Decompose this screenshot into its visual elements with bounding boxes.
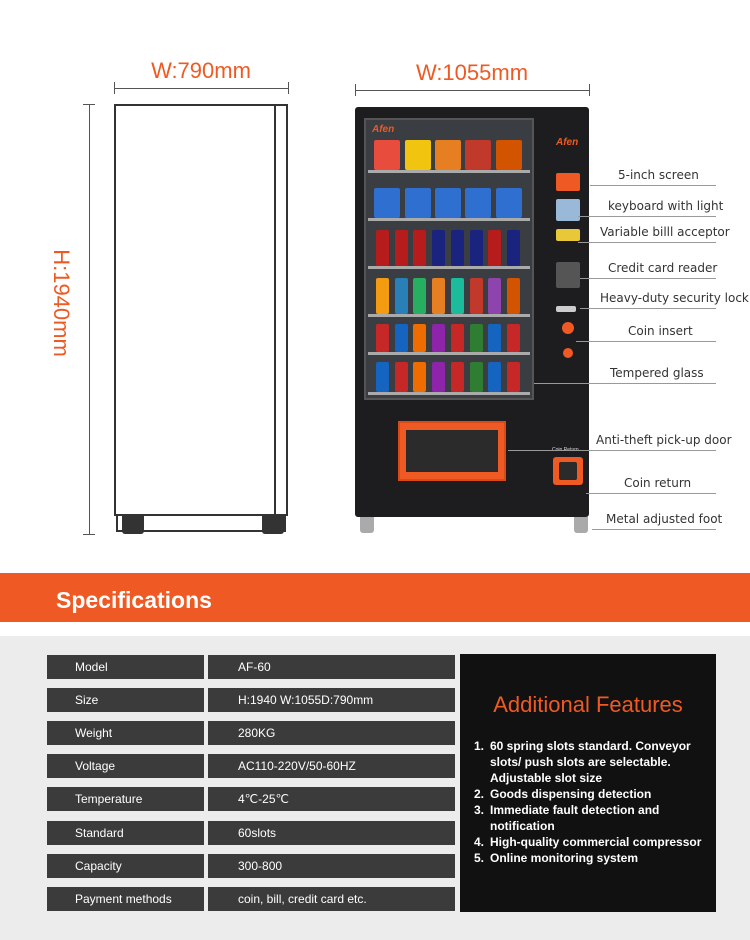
shelf — [368, 218, 530, 221]
product-item — [432, 230, 445, 266]
product-item — [395, 278, 408, 314]
callout-label: Coin insert — [628, 324, 693, 338]
spec-row — [47, 688, 455, 712]
feature-item — [474, 738, 714, 786]
spec-value: H:1940 W:1055D:790mm — [208, 688, 455, 712]
feature-text: Online monitoring system — [490, 851, 639, 865]
callout-line — [592, 529, 716, 530]
feature-text: Immediate fault detection and notification — [490, 803, 660, 833]
feature-text: 60 spring slots standard. Conveyor slots/ push slots are selectable. Adjustable slot size — [490, 739, 691, 785]
feature-text: Goods dispensing detection — [490, 787, 652, 801]
product-item — [405, 188, 431, 218]
product-item — [470, 324, 483, 352]
spec-value: 60slots — [208, 821, 455, 845]
product-item — [470, 362, 483, 392]
spec-value: 280KG — [208, 721, 455, 745]
card-reader-icon — [556, 262, 580, 288]
callout-line — [580, 308, 716, 309]
product-item — [507, 278, 520, 314]
product-item — [432, 324, 445, 352]
spec-row — [47, 854, 455, 878]
shelf — [368, 170, 530, 173]
product-item — [376, 362, 389, 392]
product-item — [488, 278, 501, 314]
callout-label: Metal adjusted foot — [606, 512, 723, 526]
feature-text: High-quality commercial compressor — [490, 835, 702, 849]
callout-label: Coin return — [624, 476, 692, 490]
keypad-icon — [556, 199, 580, 221]
spec-value: coin, bill, credit card etc. — [208, 887, 455, 911]
product-item — [435, 140, 461, 170]
product-item — [488, 362, 501, 392]
shelf — [368, 392, 530, 395]
feature-number: 3. — [474, 803, 485, 817]
spec-key: Weight — [47, 721, 204, 745]
spec-row — [47, 787, 455, 811]
screen-icon — [556, 173, 580, 191]
product-item — [451, 362, 464, 392]
spec-key: Model — [47, 655, 204, 679]
product-item — [496, 188, 522, 218]
spec-value: 300-800 — [208, 854, 455, 878]
features-list — [474, 738, 714, 866]
product-item — [507, 230, 520, 266]
dim-tick — [83, 104, 95, 105]
dim-tick — [83, 534, 95, 535]
height-line — [89, 104, 90, 534]
callout-label: keyboard with light — [608, 199, 724, 213]
coin-return-slot — [559, 462, 577, 480]
change-button-icon — [563, 348, 573, 358]
callout-line — [580, 278, 716, 279]
callout-label: Tempered glass — [610, 366, 704, 380]
spec-row — [47, 655, 455, 679]
spec-value: 4℃-25℃ — [208, 787, 455, 811]
spec-row — [47, 821, 455, 845]
product-item — [413, 230, 426, 266]
product-item — [451, 278, 464, 314]
product-item — [395, 230, 408, 266]
dim-tick — [589, 84, 590, 96]
product-item — [470, 230, 483, 266]
spec-key: Voltage — [47, 754, 204, 778]
brand-logo-panel: Afen — [556, 137, 579, 148]
feature-item — [474, 802, 714, 834]
product-item — [413, 278, 426, 314]
machine-foot — [360, 517, 374, 533]
side-foot — [262, 516, 284, 534]
callout-line — [534, 383, 716, 384]
front-width-label: W:1055mm — [415, 60, 529, 85]
callout-label: Variable billl acceptor — [600, 225, 730, 239]
product-item — [413, 324, 426, 352]
spec-row — [47, 887, 455, 911]
spec-value: AC110-220V/50-60HZ — [208, 754, 455, 778]
callout-line — [586, 493, 716, 494]
product-item — [376, 230, 389, 266]
spec-key: Temperature — [47, 787, 204, 811]
specifications-title: Specifications — [56, 587, 212, 613]
feature-item — [474, 786, 714, 802]
feature-number: 1. — [474, 739, 485, 753]
product-item — [374, 140, 400, 170]
product-item — [496, 140, 522, 170]
product-item — [376, 324, 389, 352]
product-item — [488, 324, 501, 352]
feature-item — [474, 850, 714, 866]
product-item — [507, 362, 520, 392]
callout-line — [508, 450, 716, 451]
product-item — [451, 324, 464, 352]
product-item — [507, 324, 520, 352]
spec-key: Capacity — [47, 854, 204, 878]
shelf — [368, 314, 530, 317]
machine-foot — [574, 517, 588, 533]
product-item — [465, 140, 491, 170]
height-label: H:1940mm — [49, 249, 74, 357]
product-item — [374, 188, 400, 218]
side-foot — [122, 516, 144, 534]
product-item — [395, 362, 408, 392]
specifications-banner — [0, 573, 750, 622]
spec-row — [47, 754, 455, 778]
product-item — [435, 188, 461, 218]
bill-acceptor-icon — [556, 229, 580, 241]
shelf — [368, 352, 530, 355]
product-item — [405, 140, 431, 170]
spec-key: Payment methods — [47, 887, 204, 911]
spec-key: Size — [47, 688, 204, 712]
product-item — [432, 278, 445, 314]
product-item — [376, 278, 389, 314]
additional-features-box — [460, 654, 716, 912]
product-item — [413, 362, 426, 392]
callout-line — [578, 216, 716, 217]
callout-label: Credit card reader — [608, 261, 718, 275]
side-view-outline — [114, 104, 288, 516]
callout-label: 5-inch screen — [618, 168, 699, 182]
product-item — [488, 230, 501, 266]
product-item — [395, 324, 408, 352]
shelf — [368, 266, 530, 269]
spec-row — [47, 721, 455, 745]
product-item — [451, 230, 464, 266]
coin-insert-icon — [562, 322, 574, 334]
callout-line — [590, 185, 716, 186]
product-item — [465, 188, 491, 218]
feature-number: 2. — [474, 787, 485, 801]
feature-number: 5. — [474, 851, 485, 865]
callout-line — [578, 242, 716, 243]
front-width-line — [355, 90, 589, 91]
spec-value: AF-60 — [208, 655, 455, 679]
dim-tick — [355, 84, 356, 96]
callout-label: Anti-theft pick-up door — [596, 433, 732, 447]
side-width-line — [114, 88, 288, 89]
lock-icon — [556, 306, 576, 312]
dim-tick — [114, 82, 115, 94]
features-title: Additional Features — [493, 692, 683, 717]
brand-logo: Afen — [372, 124, 395, 135]
dim-tick — [288, 82, 289, 94]
feature-item — [474, 834, 714, 850]
callout-label: Heavy-duty security lock — [600, 291, 749, 305]
feature-number: 4. — [474, 835, 485, 849]
pickup-door-opening — [406, 430, 498, 472]
spec-key: Standard — [47, 821, 204, 845]
callout-line — [576, 341, 716, 342]
product-item — [432, 362, 445, 392]
side-width-label: W:790mm — [151, 58, 251, 83]
product-item — [470, 278, 483, 314]
side-door-edge — [274, 106, 276, 514]
